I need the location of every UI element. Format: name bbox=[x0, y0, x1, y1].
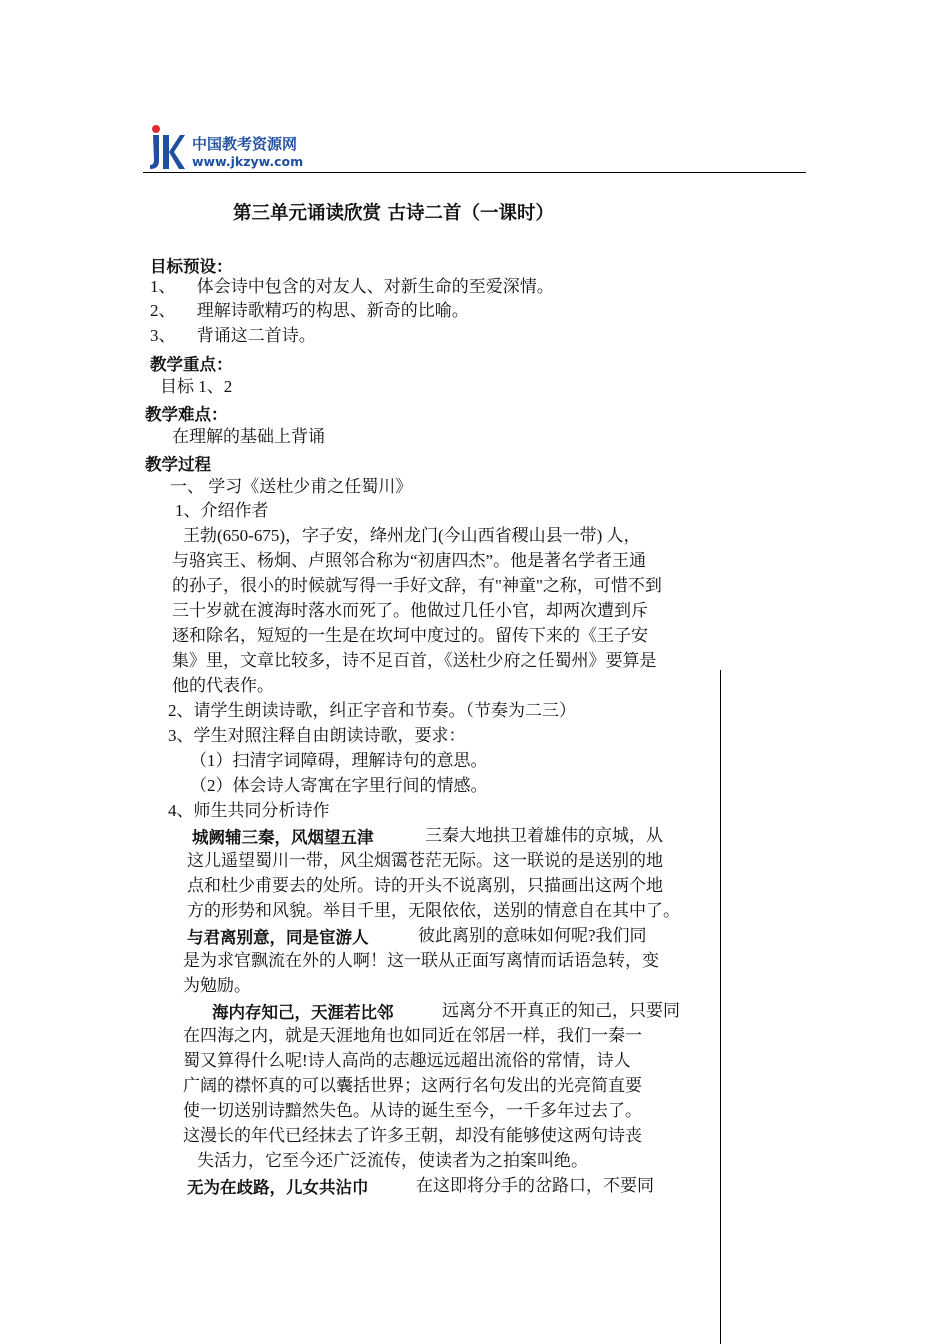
commentary-line: 这漫长的年代已经抹去了许多王朝，却没有能够使这两句诗丧 bbox=[183, 1126, 642, 1145]
goal-item: 2、 理解诗歌精巧的构思、新奇的比喻。 bbox=[150, 301, 469, 320]
commentary-line: 方的形势和风貌。举目千里，无限依依，送别的情意自在其中了。 bbox=[187, 901, 680, 920]
author-line: 逐和除名，短短的一生是在坎坷中度过的。留传下来的《王子安 bbox=[172, 626, 648, 645]
difficulties-heading: 教学难点： bbox=[145, 405, 228, 424]
author-line: 他的代表作。 bbox=[172, 676, 274, 695]
author-line: 三十岁就在渡海时落水而死了。他做过几任小官，却两次遭到斥 bbox=[172, 601, 648, 620]
commentary-line: 点和杜少甫要去的处所。诗的开头不说离别，只描画出这两个地 bbox=[187, 876, 663, 895]
logo-site-url: www.jkzyw.com bbox=[192, 154, 304, 169]
step-heading: 3、学生对照注释自由朗读诗歌，要求： bbox=[168, 726, 466, 745]
requirement-item: （2）体会诗人寄寓在字里行间的情感。 bbox=[190, 776, 488, 795]
document-title: 第三单元诵读欣赏 古诗二首（一课时） bbox=[233, 203, 554, 224]
verse-line: 无为在歧路，儿女共沾巾 bbox=[187, 1178, 369, 1197]
section-heading: 一、 学习《送杜少甫之任蜀川》 bbox=[170, 477, 413, 496]
verse-line: 海内存知己，天涯若比邻 bbox=[212, 1003, 394, 1022]
requirement-item: （1）扫清字词障碍，理解诗句的意思。 bbox=[190, 751, 488, 770]
process-heading: 教学过程 bbox=[145, 455, 211, 474]
verse-commentary: 彼此离别的意味如何呢?我们同 bbox=[418, 926, 647, 945]
verse-line: 城阙辅三秦，风烟望五津 bbox=[192, 828, 374, 847]
logo-site-name: 中国教考资源网 bbox=[192, 135, 298, 153]
logo-jk-icon bbox=[147, 125, 185, 171]
verse-commentary: 三秦大地拱卫着雄伟的京城，从 bbox=[425, 826, 663, 845]
margin-rule bbox=[720, 670, 721, 1344]
verse-commentary: 在这即将分手的岔路口，不要同 bbox=[416, 1176, 654, 1195]
commentary-line: 这儿遥望蜀川一带，风尘烟霭苍茫无际。这一联说的是送别的地 bbox=[187, 851, 663, 870]
verse-commentary: 远离分不开真正的知己，只要同 bbox=[442, 1001, 680, 1020]
commentary-line: 广阔的襟怀真的可以囊括世界；这两行名句发出的光亮简直要 bbox=[183, 1076, 642, 1095]
key-points-heading: 教学重点： bbox=[150, 355, 233, 374]
commentary-line: 使一切送别诗黯然失色。从诗的诞生至今，一千多年过去了。 bbox=[183, 1101, 642, 1120]
goals-heading: 目标预设： bbox=[150, 257, 233, 276]
key-points-text: 目标 1、2 bbox=[160, 377, 233, 396]
author-line: 集》里，文章比较多，诗不足百首，《送杜少府之任蜀州》要算是 bbox=[172, 651, 657, 670]
commentary-line: 失活力，它至今还广泛流传，使读者为之拍案叫绝。 bbox=[197, 1151, 588, 1170]
author-line: 王勃(650-675)，字子安，绛州龙门(今山西省稷山县一带) 人， bbox=[183, 526, 641, 545]
commentary-line: 是为求官飘流在外的人啊！这一联从正面写离情而话语急转，变 bbox=[183, 951, 659, 970]
goal-item: 3、 背诵这二首诗。 bbox=[150, 326, 316, 345]
step-heading: 1、介绍作者 bbox=[175, 501, 269, 520]
header-divider bbox=[143, 172, 806, 173]
step-heading: 4、师生共同分析诗作 bbox=[168, 801, 330, 820]
author-line: 与骆宾王、杨炯、卢照邻合称为“初唐四杰”。他是著名学者王通 bbox=[172, 551, 647, 570]
commentary-line: 蜀又算得什么呢!诗人高尚的志趣远远超出流俗的常情，诗人 bbox=[183, 1051, 631, 1070]
goal-item: 1、 体会诗中包含的对友人、对新生命的至爱深情。 bbox=[150, 277, 554, 296]
difficulties-text: 在理解的基础上背诵 bbox=[172, 427, 325, 446]
verse-line: 与君离别意，同是宦游人 bbox=[187, 928, 369, 947]
step-heading: 2、请学生朗读诗歌，纠正字音和节奏。（节奏为二三） bbox=[168, 701, 576, 720]
commentary-line: 在四海之内，就是天涯地角也如同近在邻居一样，我们一秦一 bbox=[183, 1026, 642, 1045]
author-line: 的孙子，很小的时候就写得一手好文辞，有"神童"之称，可惜不到 bbox=[172, 576, 662, 595]
commentary-line: 为勉励。 bbox=[183, 976, 251, 995]
